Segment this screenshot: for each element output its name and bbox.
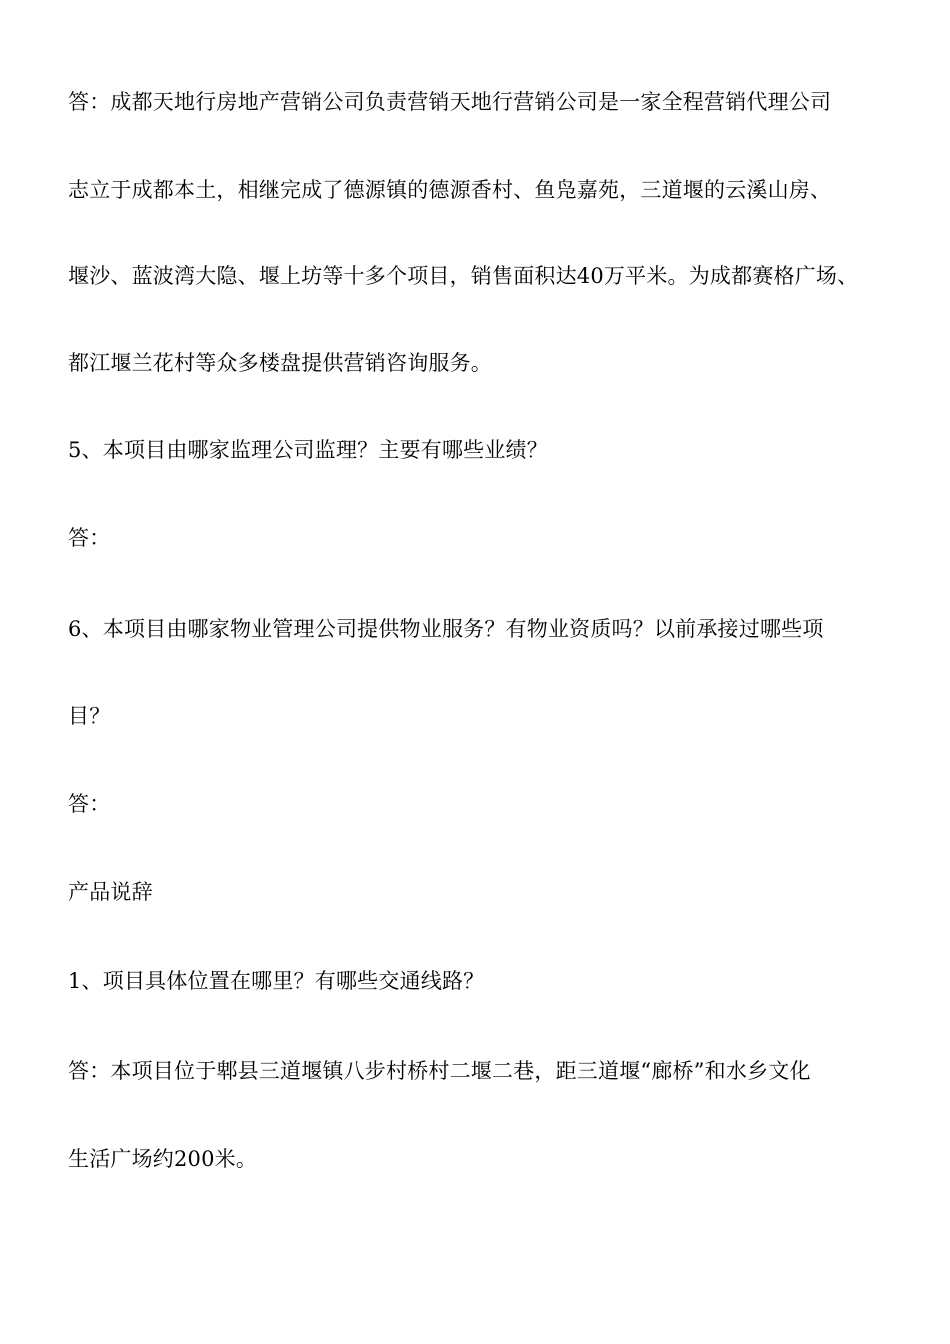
- product-answer-1-line-1: 答：本项目位于郫县三道堰镇八步村桥村二堰二巷，距三道堰“廊桥”和水乡文化: [68, 1059, 811, 1083]
- answer-4-line-3: 堰沙、蓝波湾大隐、堰上坊等十多个项目，销售面积达40万平米。为成都赛格广场、: [68, 264, 859, 288]
- answer-6: 答：: [68, 792, 111, 816]
- answer-4-line-2: 志立于成都本土，相继完成了德源镇的德源香村、鱼凫嘉苑，三道堰的云溪山房、: [68, 178, 832, 202]
- answer-4-line-1: 答：成都天地行房地产营销公司负责营销天地行营销公司是一家全程营销代理公司: [68, 90, 832, 114]
- question-6-line-2: 目？: [68, 704, 111, 728]
- product-answer-1-line-2: 生活广场约200米。: [68, 1147, 258, 1171]
- product-question-1: 1、项目具体位置在哪里？有哪些交通线路？: [68, 969, 485, 993]
- answer-4-line-4: 都江堰兰花村等众多楼盘提供营销咨询服务。: [68, 351, 492, 375]
- question-5: 5、本项目由哪家监理公司监理？主要有哪些业绩？: [68, 438, 548, 462]
- answer-5: 答：: [68, 526, 111, 550]
- section-heading: 产品说辞: [68, 880, 153, 904]
- question-6-line-1: 6、本项目由哪家物业管理公司提供物业服务？有物业资质吗？以前承接过哪些项: [68, 617, 824, 641]
